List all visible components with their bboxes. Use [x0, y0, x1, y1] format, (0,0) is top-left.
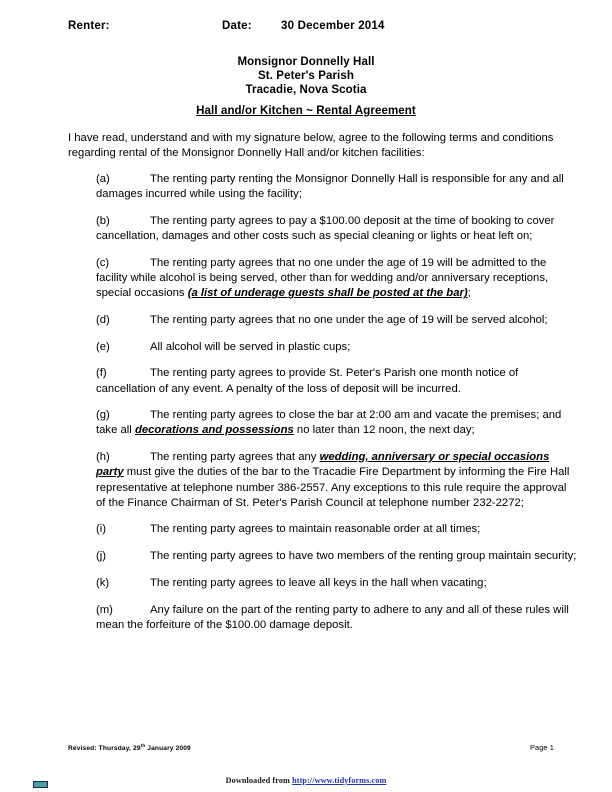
clause-emphasis: wedding, anniversary or special occasions party [96, 451, 550, 479]
clause-text [96, 549, 578, 564]
renter-label: Renter: [68, 20, 110, 32]
clause-marker: (k) [96, 576, 110, 589]
date-value: 30 December 2014 [281, 20, 385, 32]
clause-segment: The renting party agrees that no one under the age of 19 will be served alcohol; [150, 313, 548, 326]
clause-marker: (d) [96, 313, 110, 326]
clause-segment: The renting party agrees to leave all keys in the hall when vacating; [150, 576, 487, 589]
clause-item [68, 172, 578, 202]
revision-ordinal-suffix: th [140, 743, 146, 748]
clause-marker: (i) [96, 523, 107, 536]
clause-item [68, 256, 578, 302]
venue-location: Tracadie, Nova Scotia [245, 84, 367, 97]
clause-marker: (c) [96, 256, 110, 269]
clause-text [96, 450, 578, 511]
download-watermark [0, 776, 612, 785]
intro-paragraph: I have read, understand and with my signature below, agree to the following terms and conditions regarding rental of the Monsignor Donnelly Hall and/or kitchen facilities: [68, 132, 554, 160]
clause-segment: All alcohol will be served in plastic cups; [150, 340, 351, 353]
clause-text [96, 313, 578, 328]
page-title [0, 105, 612, 117]
clause-marker: (e) [96, 340, 110, 353]
clause-item [68, 549, 578, 564]
clause-item [68, 313, 578, 328]
clause-segment: The renting party agrees to close the bar at 2:00 am and vacate the premises; and take all [96, 409, 562, 437]
parish-name: St. Peter's Parish [258, 70, 354, 83]
clause-segment: The renting party agrees to pay a $100.00 deposit at the time of booking to cover cancellation, damages and other costs such as special cleaning or lights or heat left on; [96, 214, 555, 243]
clause-marker: (g) [96, 409, 110, 422]
clause-item [68, 340, 578, 355]
clause-text [96, 576, 578, 591]
watermark-url[interactable]: http://www.tidyforms.com [292, 776, 387, 785]
clause-segment: The renting party agrees to maintain reasonable order at all times; [150, 523, 481, 536]
clause-text [96, 256, 578, 302]
clause-text [96, 172, 578, 202]
clause-marker: (j) [96, 550, 107, 563]
clause-marker: (b) [96, 214, 110, 227]
revision-rest: January 2009 [145, 745, 191, 753]
clause-list [68, 172, 578, 644]
clause-emphasis: decorations and possessions [134, 424, 294, 437]
clause-segment: The renting party agrees to provide St. Peter's Parish one month notice of cancellation of any event. A penalty of the loss of deposit will be incurred. [96, 367, 519, 395]
clause-text [96, 340, 578, 355]
clause-segment: The renting party renting the Monsignor Donnelly Hall is responsible for any and all damages incurred while using the facility; [96, 173, 564, 201]
clause-marker: (h) [96, 451, 110, 464]
revision-stamp [68, 743, 191, 752]
clause-item [68, 366, 578, 396]
clause-text [96, 366, 578, 396]
clause-segment: Any failure on the part of the renting party to adhere to any and all of these rules will mean the forfeiture of the $100.00 damage deposit. [96, 603, 569, 631]
page-number: Page 1 [529, 743, 554, 752]
clause-text [96, 214, 578, 244]
clause-marker: (a) [96, 173, 110, 185]
clause-item [68, 450, 578, 511]
watermark-prefix: Downloaded from [225, 776, 293, 785]
clause-item [68, 603, 578, 633]
clause-segment: no later than 12 noon, the next day; [293, 424, 475, 437]
clause-marker: (m) [96, 603, 113, 616]
venue-name: Monsignor Donnelly Hall [237, 56, 375, 68]
clause-text [96, 522, 578, 537]
clause-item [68, 576, 578, 591]
clause-text [96, 603, 578, 633]
clause-item [68, 214, 578, 244]
clause-segment: must give the duties of the bar to the Tracadie Fire Department by informing the Fire Hall representative at telephone number 386-2557. Any exceptions to this rule require the approval of the Finance Chairman of St. Peter's Parish Council at telephone number 232-2272; [96, 466, 570, 509]
clause-segment: ; [467, 287, 471, 300]
revision-prefix: Revised: Thursday, 29 [68, 745, 141, 753]
clause-text [96, 408, 578, 438]
clause-item [68, 522, 578, 537]
venue-title-block [0, 55, 612, 98]
clause-segment: The renting party agrees to have two members of the renting group maintain security; [150, 550, 577, 563]
clause-emphasis: (a list of underage guests shall be posted at the bar) [187, 287, 468, 300]
corner-artifact-mark [33, 781, 48, 788]
clause-segment: The renting party agrees that any [150, 451, 320, 464]
date-label: Date: [222, 20, 252, 32]
clause-item [68, 408, 578, 438]
clause-marker: (f) [96, 367, 107, 380]
agreement-title-text: Hall and/or Kitchen ~ Rental Agreement [196, 105, 416, 117]
clause-segment: The renting party agrees that no one under the age of 19 will be admitted to the facility while alcohol is being served, other than for wedding and/or anniversary receptions, special occasions [96, 256, 549, 300]
